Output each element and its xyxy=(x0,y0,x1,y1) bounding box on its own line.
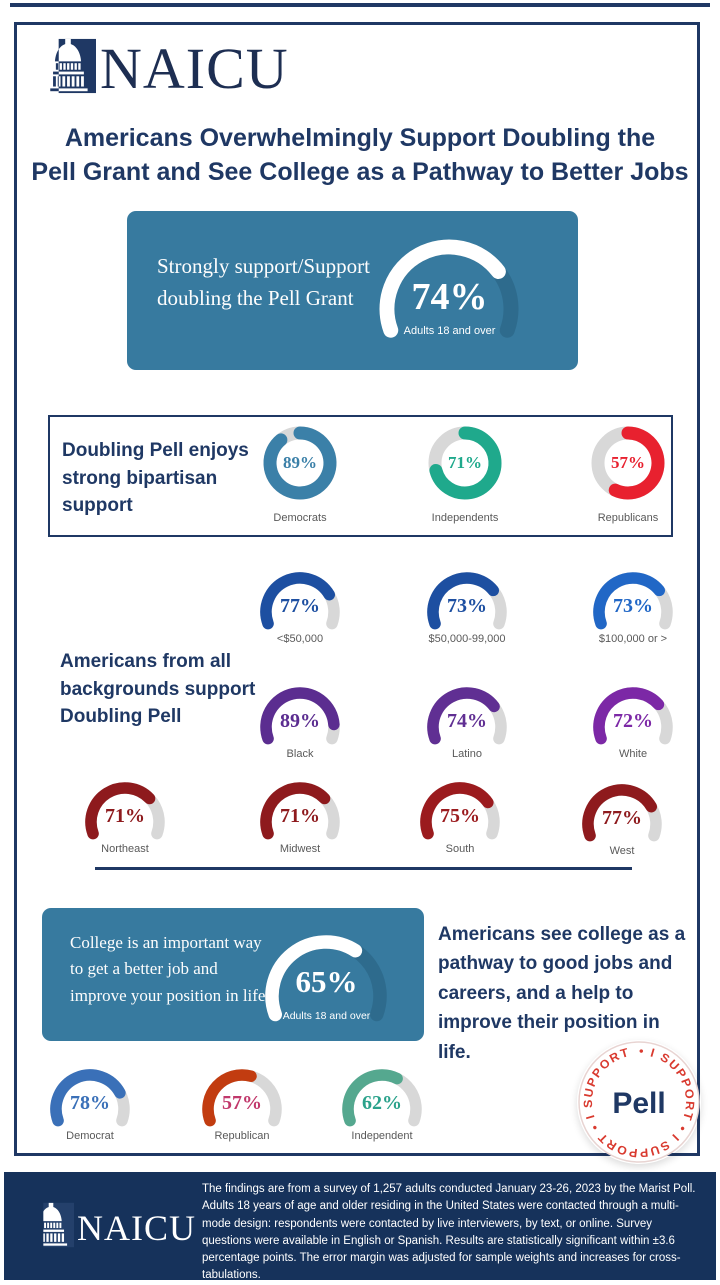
gauge-arc xyxy=(410,776,510,845)
gauge-label: Northeast xyxy=(101,843,149,855)
gauge-party-republican xyxy=(192,1063,292,1142)
gauge-arc xyxy=(588,423,668,508)
page-title xyxy=(0,122,720,189)
gauge-value: 71% xyxy=(448,453,482,472)
backgrounds-heading: Americans from all backgrounds support Doubling Pell xyxy=(60,651,256,728)
gauge-arc xyxy=(417,566,517,635)
gauge-arc xyxy=(260,423,340,508)
gauge-value: 71% xyxy=(280,805,320,827)
gauge-region-midwest xyxy=(250,776,350,855)
gauge-value: 72% xyxy=(613,710,653,732)
page-title-line2: Pell Grant and See College as a Pathway to Better Jobs xyxy=(31,157,689,186)
gauge-label: Independent xyxy=(351,1130,413,1142)
badge-ring-text: • I SUPPORT • I SUPPORT • I SUPPORT xyxy=(580,1043,698,1161)
divider-line xyxy=(95,867,632,870)
gauge-arc xyxy=(250,681,350,750)
gauge-label: Republicans xyxy=(597,512,659,524)
gauge-value: 89% xyxy=(280,710,320,732)
gauge-arc xyxy=(192,1063,292,1132)
donut-republicans xyxy=(588,423,668,524)
gauge-arc xyxy=(40,1063,140,1132)
gauge-label: Adults 18 and over xyxy=(282,1010,371,1022)
gauge-label: $50,000-99,000 xyxy=(428,633,506,645)
donut-independents xyxy=(425,423,505,524)
gauge-arc xyxy=(332,1063,432,1132)
gauge-arc xyxy=(572,778,672,847)
pell-support-badge xyxy=(577,1040,701,1164)
gauge-region-northeast xyxy=(75,776,175,855)
gauge-value: 57% xyxy=(222,1092,262,1114)
badge-center-text: Pell xyxy=(612,1087,666,1120)
gauge-adults-college xyxy=(244,924,409,1027)
gauge-value: 74% xyxy=(447,710,487,732)
gauge-label: Adults 18 and over xyxy=(403,325,496,337)
gauge-value: 65% xyxy=(295,964,358,999)
gauge-label: Latino xyxy=(452,748,482,760)
college-box xyxy=(42,908,424,1041)
gauge-label: South xyxy=(445,843,475,855)
gauge-arc xyxy=(583,681,683,750)
gauge-arc xyxy=(425,423,505,508)
gauge-value: 89% xyxy=(283,453,317,472)
gauge-value: 78% xyxy=(70,1092,110,1114)
gauge-region-south xyxy=(410,776,510,855)
gauge-value: 75% xyxy=(440,805,480,827)
footer xyxy=(4,1172,716,1280)
gauge-income-100k-plus xyxy=(583,566,683,645)
gauge-label: Democrat xyxy=(66,1130,114,1142)
header-logo xyxy=(40,35,289,101)
gauge-party-democrat xyxy=(40,1063,140,1142)
gauge-label: Republican xyxy=(214,1130,270,1142)
page-title-line1: Americans Overwhelmingly Support Doubling the xyxy=(64,124,656,152)
brand-wordmark: NAICU xyxy=(100,35,289,101)
capitol-icon xyxy=(28,1202,74,1253)
gauge-race-latino xyxy=(417,681,517,760)
gauge-arc xyxy=(417,681,517,750)
college-note: Americans see college as a pathway to good jobs and careers, and a help to improve their position in life. xyxy=(438,924,686,1063)
pell-support-box xyxy=(127,211,578,370)
gauge-value: 74% xyxy=(411,276,488,318)
capitol-icon xyxy=(40,38,96,99)
gauge-label: $100,000 or > xyxy=(598,633,668,645)
gauge-value: 57% xyxy=(611,453,645,472)
gauge-adults-pell xyxy=(362,229,537,346)
gauge-arc xyxy=(250,566,350,635)
gauge-region-west xyxy=(572,778,672,857)
college-box-text: College is an important way to get a better job and improve your position in life xyxy=(70,933,266,1005)
pell-support-text: Strongly support/Support doubling the Pell Grant xyxy=(157,254,370,310)
gauge-label: West xyxy=(609,845,635,857)
gauge-income-under-50k xyxy=(250,566,350,645)
gauge-value: 77% xyxy=(602,807,642,829)
bipartisan-heading: Doubling Pell enjoys strong bipartisan support xyxy=(62,440,249,517)
gauge-income-50-99k xyxy=(417,566,517,645)
gauge-value: 71% xyxy=(105,805,145,827)
gauge-label: Independents xyxy=(431,512,499,524)
gauge-race-black xyxy=(250,681,350,760)
gauge-value: 62% xyxy=(362,1092,402,1114)
gauge-party-independent xyxy=(332,1063,432,1142)
footer-methodology-text: The findings are from a survey of 1,257 adults conducted January 23-26, 2023 by the Marist Poll. Adults 18 years of age and older residing in the United States were contacted through a multi-mode design: respondents were contacted by live interviewers, by text, or online. Survey questions were available in English or Spanish. Results are statistically significant within ±3.6 percentage points. The error margin was adjusted for sample weights and increases for cross-tabulations. xyxy=(202,1183,696,1282)
gauge-value: 77% xyxy=(280,595,320,617)
gauge-label: <$50,000 xyxy=(276,633,324,645)
footer-brand-wordmark: NAICU xyxy=(77,1207,196,1248)
gauge-label: Midwest xyxy=(279,843,321,855)
gauge-arc xyxy=(75,776,175,845)
footer-logo xyxy=(28,1202,196,1253)
gauge-value: 73% xyxy=(447,595,487,617)
gauge-arc xyxy=(250,776,350,845)
gauge-value: 73% xyxy=(613,595,653,617)
gauge-label: Democrats xyxy=(273,512,327,524)
gauge-label: Black xyxy=(286,748,314,760)
top-rule xyxy=(10,3,710,7)
gauge-label: White xyxy=(618,748,648,760)
gauge-arc xyxy=(583,566,683,635)
donut-democrats xyxy=(260,423,340,524)
gauge-race-white xyxy=(583,681,683,760)
